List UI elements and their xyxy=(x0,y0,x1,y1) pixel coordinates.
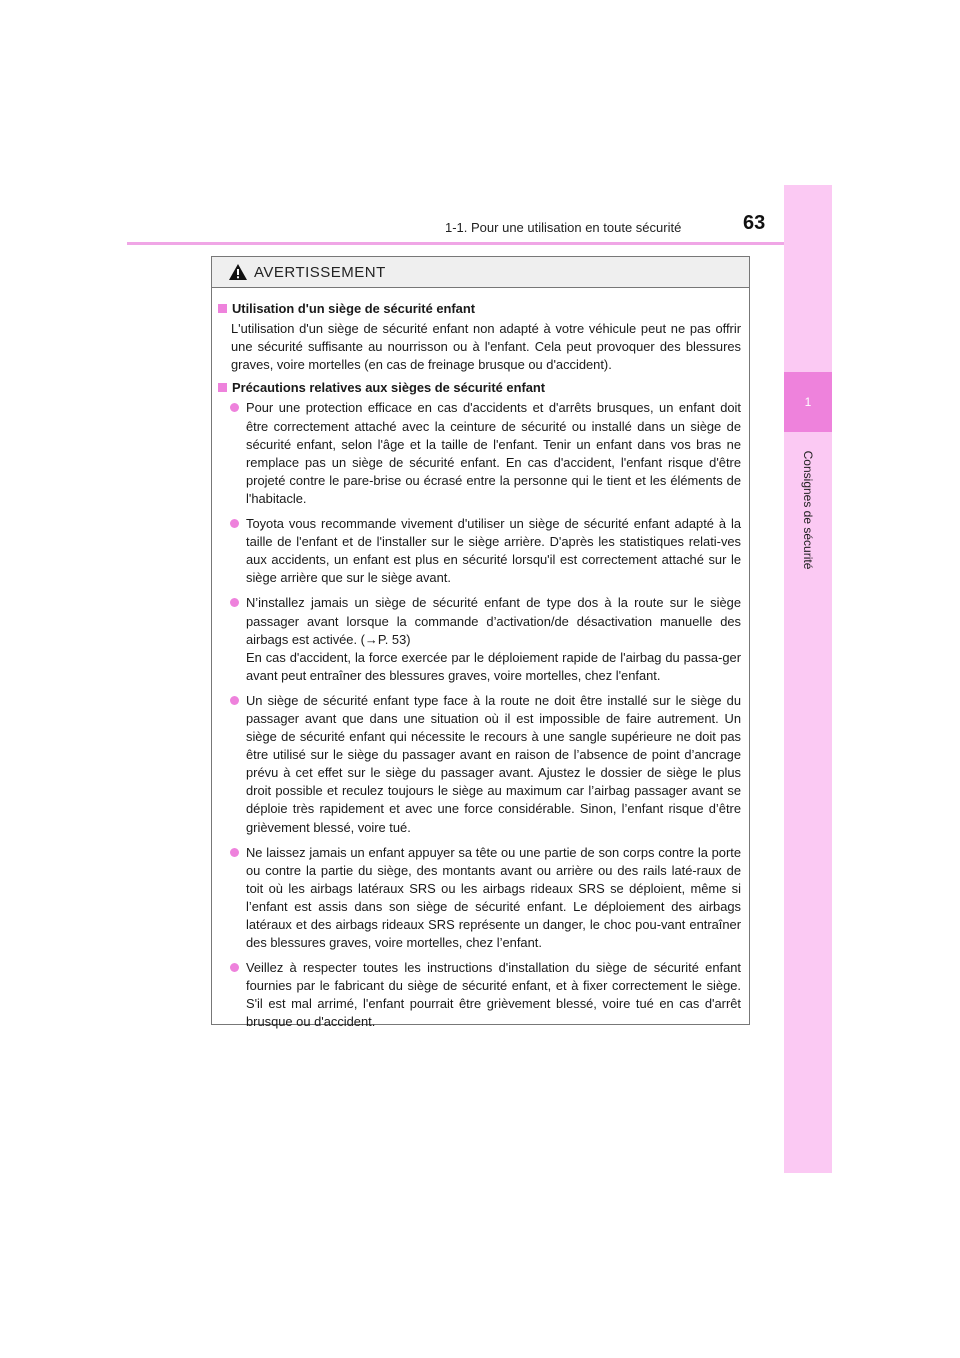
list-item-text: Pour une protection efficace en cas d'accidents et d'arrêts brusques, un enfant doit être correctement attaché avec la ceinture de sécurité ou installé dans un siège de sécurité enfant, selon l'âge et la taille de l'enfant. Tenir un enfant dans vos bras ne remplace pas un siège de sécurité enfant. En cas d'accident, l'enfant risque d'être projeté contre le pare-brise ou écrasé entre la personne qui le tient et les éléments de l'habitacle. xyxy=(246,400,741,506)
square-bullet-icon xyxy=(218,304,227,313)
list-item-text: Un siège de sécurité enfant type face à la route ne doit être installé sur le siège du passager avant que dans une situation où il est impossible de faire autrement. Un siège de sécurité enfant qui nécessite le recours à une sangle supérieure ne doit pas être utilisé sur le siège du passager avant en raison de l’absence de point d’ancrage prévu à cet effet sur le siège du passager avant. Ajustez le dossier de siège le plus droit possible et reculez toujours le siège au maximum car l’airbag passager avant se déploie très rapidement et avec une force considérable. Sinon, l’enfant risque d’être grièvement blessé, voire tué. xyxy=(246,692,741,835)
round-bullet-icon xyxy=(230,963,239,972)
round-bullet-icon xyxy=(230,696,239,705)
list-item-text: Toyota vous recommande vivement d'utiliser un siège de sécurité enfant adapté à la taille de l'enfant et de l'installer sur le siège arrière. D'après les statistiques relati-ves aux accidents, un enfant est plus en sécurité lorsqu'il est correctement attaché sur le siège arrière que sur le siège avant. xyxy=(246,516,741,586)
section-child-seat-precautions xyxy=(218,379,741,1031)
section-heading: Précautions relatives aux sièges de sécurité enfant xyxy=(232,380,546,396)
header-rule xyxy=(127,242,832,245)
list-item xyxy=(218,515,741,587)
round-bullet-icon xyxy=(230,519,239,528)
list-item xyxy=(218,692,741,837)
list-item xyxy=(218,844,741,953)
list-item-text: Ne laissez jamais un enfant appuyer sa tête ou une partie de son corps contre la porte ou contre la partie du siège, des montants avant ou arrière ou des rails laté-raux de toit où les airbags latéraux SRS ou les airbags rideaux SRS se déploient, même si l’enfant est assis dans son siège de sécurité enfant. Le déploiement des airbags latéraux et des airbags rideaux SRS représente un danger, le choc pou-vant entraîner des blessures graves, voire mortelles, chez l’enfant. xyxy=(246,844,741,951)
list-item xyxy=(218,399,741,508)
warning-triangle-icon xyxy=(228,263,248,281)
chapter-number-block xyxy=(784,372,832,432)
warning-header xyxy=(212,257,749,288)
round-bullet-icon xyxy=(230,403,239,412)
round-bullet-icon xyxy=(230,598,239,607)
section-heading: Utilisation d'un siège de sécurité enfant xyxy=(232,301,476,316)
chapter-label: Consignes de sécurité xyxy=(801,450,815,570)
list-item-text: Veillez à respecter toutes les instructions d'installation du siège de sécurité enfant fournies par le fabricant du siège de sécurité enfant, et à fixer correctement le siège. S'il est mal arrimé, l'enfant pourrait être grièvement blessé, voire tué en cas d'arrêt brusque ou d'accident. xyxy=(246,960,741,1030)
warning-body xyxy=(212,288,749,1032)
list-item xyxy=(218,594,741,684)
warning-box xyxy=(211,256,750,1030)
section-body: L'utilisation d'un siège de sécurité enfant non adapté à votre véhicule peut ne pas offrir une sécurité suffisante au nourrisson ou à l'enfant. Cela peut provoquer des blessures graves, voire mortelles (en cas de freinage brusque ou d'accident). xyxy=(231,321,741,373)
section-title: 1-1. Pour une utilisation en toute sécurité xyxy=(445,220,682,235)
round-bullet-icon xyxy=(230,848,239,857)
chapter-number: 1 xyxy=(804,395,812,409)
list-item-text: N’installez jamais un siège de sécurité enfant de type dos à la route sur le siège passager avant lorsque la commande d’activation/de désactivation manuelle des airbags est activée. (→P. 53) En cas d'accident, la force exercée par le déploiement rapide de l'airbag du passa-ger avant peut entraîner des blessures graves, voire mortelles, chez l'enfant. xyxy=(246,595,741,683)
square-bullet-icon xyxy=(218,383,227,392)
section-child-seat-use xyxy=(218,300,741,374)
warning-title: AVERTISSEMENT xyxy=(254,263,386,281)
page-number: 63 xyxy=(743,212,766,234)
list-item xyxy=(218,959,741,1031)
chapter-side-tab xyxy=(784,185,832,1173)
